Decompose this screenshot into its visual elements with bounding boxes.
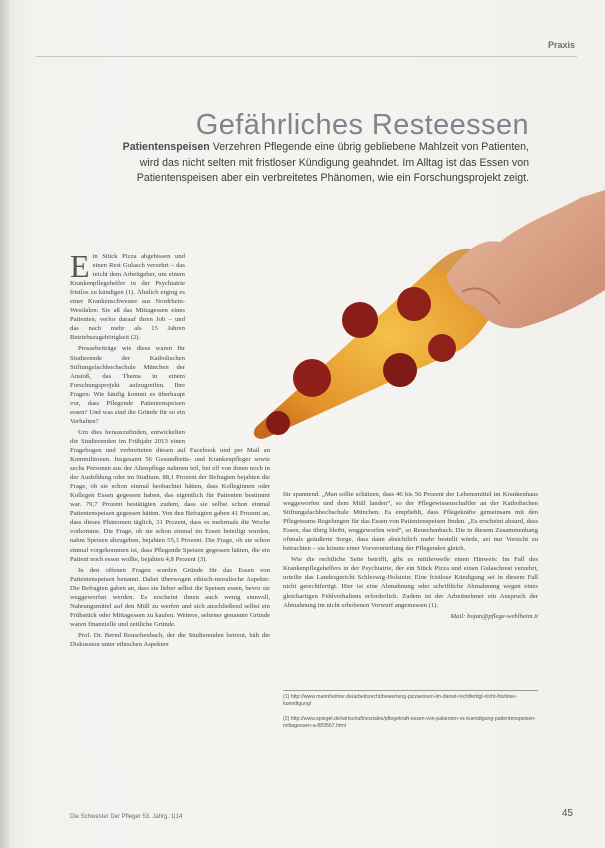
pepperoni-5 xyxy=(428,334,456,362)
pepperoni-4 xyxy=(383,353,417,387)
author-signature: Mail: bojan@pflege-wehlheim.it xyxy=(450,612,538,620)
drop-cap: E xyxy=(70,248,90,284)
header-rule xyxy=(36,56,577,57)
paragraph: In den offenen Fragen wurden Gründe für das Essen von Patientenspeisen benannt. Dabei überwogen ethisch-moralische Aspekte: Die Befragten gaben an, dass sie lieber selbst die Speisen essen, bevor sie weggeworfen werden. Es erscheint ihnen auch wenig sinnvoll, Nahrungsmittel auf den Müll zu werfen und sich anschließend selbst ein Frühstück oder Mittagessen zu kaufen. Weitere, seltener genannte Gründe waren finanzielle und zeitliche Gründe. xyxy=(70,566,270,628)
article-title: Gefährliches Resteessen xyxy=(195,109,529,142)
publication-footer: Die Schwester Der Pfleger 53. Jahrg. 1|14 xyxy=(70,814,183,820)
column-right xyxy=(283,490,538,621)
footnote-1: (1) http://www.mannheimer.de/arbeitsrecht/bewertung-pizzaessen-im-dienst-rechtfertigt-nicht-fristlose-kuendigung/ xyxy=(283,694,517,707)
lead-label: Patientenspeisen xyxy=(122,141,210,153)
paragraph: Pressebeiträge wie diese waren für Studierende der Katholischen Stiftungsfachhochschule München der Anstoß, das Thema in einem Forschungsprojekt aufzugreifen. Ihre Fragen: Wie häufig kommt es überhaupt vor, dass Pflegende Patientenspeisen essen? Und was sind die Gründe für so ein Verhalten? xyxy=(70,345,185,425)
footnote-2: (2) http://www.spiegel.de/wirtschaft/soziales/pflegekraft-essen-von-patienten-vs-kuendigung-patientenspeisen-mittagessen-a-883567.html xyxy=(283,716,536,729)
text-wrap-spacer xyxy=(185,252,270,440)
column-left xyxy=(70,248,270,651)
pepperoni-1 xyxy=(293,359,331,397)
lead-text: Verzehren Pflegende eine übrig gebliebene Mahlzeit von Patienten, wird das nicht selten mit fristloser Kündigung geahndet. Im Alltag ist das Essen von Patientenspeisen aber ein verbreitetes Phänomen, wie ein Forschungsprojekt zeigt. xyxy=(136,141,529,185)
page-binding-shadow xyxy=(0,0,10,848)
paragraph: für spannend. „Man sollte schätzen, dass 46 bis 56 Prozent der Lebensmittel im Krankenhaus weggeworfen und dem Müll landen“, so der Pflegewissenschaftler an der Katholischen Stiftungsfachhochschule München. Es empfiehlt, dass Pflegekräfte gemeinsam mit den Pflegeteams Regelungen für das Essen von Patientenspeisen finden. „Es erscheint absurd, dass Essen, das übrig bleibt, weggeworfen wird“, so Reuschenbach. Die in diesem Zusammenhang oftmals geäußerte Sorge, dass dann absichtlich mehr bestellt würde, sei nur Vorsicht zu betrachten – sie könnte einer Vorverurteilung der Pflegenden gleich. xyxy=(283,491,538,553)
page-number: 45 xyxy=(561,808,573,819)
section-label: Praxis xyxy=(547,40,575,50)
paragraph: Um dies herauszufinden, entwickelten die Studierenden im Frühjahr 2013 einen Fragebogen und verbreiteten diesen auf Facebook und per Mail an Kommilitonen. Insgesamt 56 Gesundheits- und Krankenpfleger sowie sechs Personen aus der Altenpflege nahmen teil, bei elf von ihnen noch in der Ausbildung oder im Studium. 88,1 Prozent der Befragten bejahten die Frage, ob sie schon einmal beobachtet hätten, dass Kolleginnen oder Kollegen Essen gegessen haben, das eigentlich für Patienten bestimmt war. 79,7 Prozent bestätigten zudem, dass sie selbst schon einmal Patientenspeisen gegessen hätten. Von den Befragten gaben 41 Prozent an, dass dieses Phänomen täglich, 31 Prozent, dass es mehrmals die Woche vorkomme. Die Frage, ob sie schon einmal im Essen beteiligt wurden, nahm Speisen abzugeben, bejahten 55,3 Prozent. Die Frage, ob sie schon einmal vorgekommen ist, dass Pflegende Speisen gegessen hätten, die ein Patient noch essen wollte, bejahten 4,8 Prozent (3). xyxy=(70,428,270,563)
pepperoni-2 xyxy=(342,302,378,338)
pepperoni-3 xyxy=(397,287,431,321)
footnote-rule xyxy=(283,690,538,691)
paragraph: Wie die rechtliche Seite betrifft, gibt es mittlerweile einen Hinweis: Im Fall des Krankenpflegehelfers in der Psychiatrie, der ein Stück Pizza und einen Gulaschrest verzehrt, urteilte das Landesgericht Schleswig-Holstein: Eine fristlose Kündigung sei in diesem Fall nicht gerechtfertigt. Hier ist eine Abmahnung oder schriftliche Abmahnung wegen eines gleichartigen Fehlverhaltens erforderlich. Zudem ist der Arbeitnehmer ein Anspruch der Abmahnung im nicht erhobenen Vorwurf angemessen (1). xyxy=(283,556,538,609)
paragraph: Prof. Dr. Bernd Reuschenbach, der die Studierenden betreut, hält die Diskussion unter ethischen Aspekten xyxy=(70,631,270,648)
paragraph-intro: Ein Stück Pizza abgebissen und einen Rest Gulasch verzehrt – das reicht dem Arbeitgeber, um einem Krankenpflegehelfer in der Psychiatrie fristlos zu kündigen (1). Ähnlich erging es einer Krankenschwester aus Nordrhein-Westfalen: Sie aß das Mittagessen eines Patienten, verlor darauf ihren Job – und das nach mehr als 15 Jahren Betriebszugehörigkeit (2). xyxy=(70,248,185,342)
